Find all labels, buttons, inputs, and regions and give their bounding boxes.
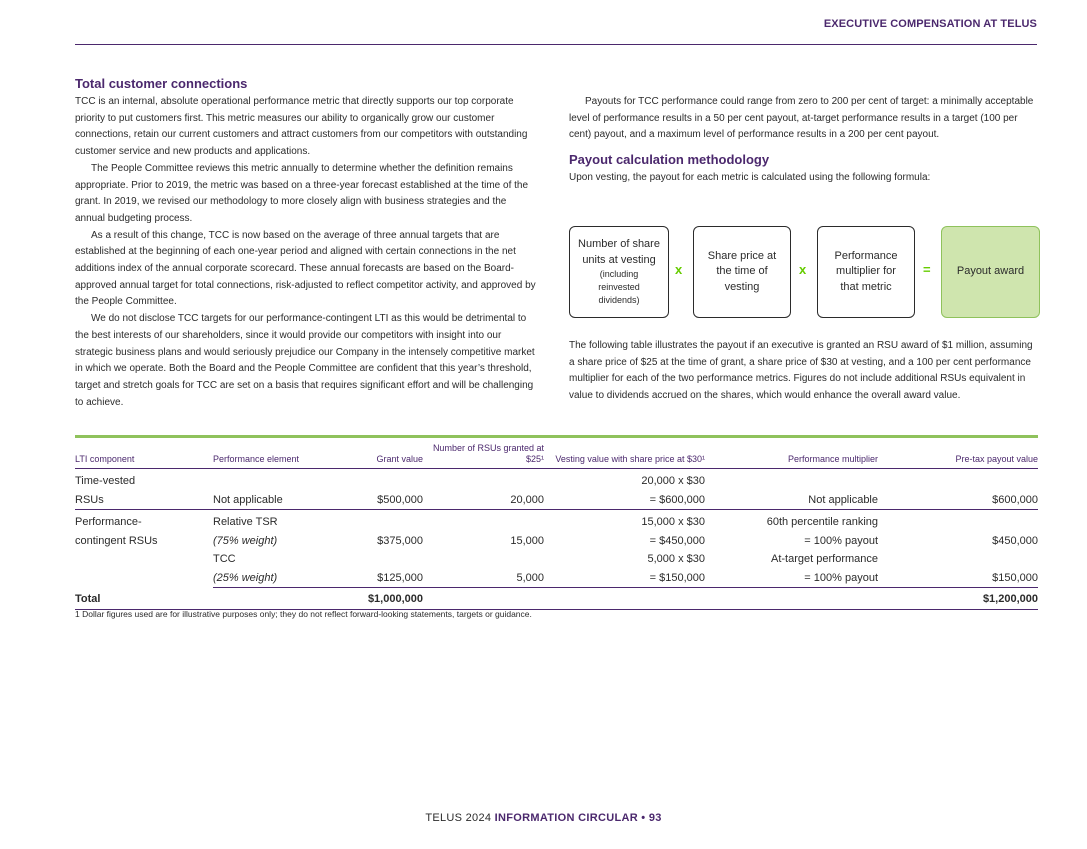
- cell-line: 5,000 x $30: [647, 553, 705, 565]
- right-column: [569, 94, 1039, 187]
- column-header: Grant value: [333, 441, 423, 469]
- table-cell: [705, 469, 878, 510]
- total-label: Total: [75, 588, 213, 610]
- cell-line: = $450,000: [649, 534, 705, 547]
- header-rule: [75, 44, 1037, 45]
- column-header: Vesting value with share price at $30¹: [544, 441, 705, 469]
- total-grant: $1,000,000: [333, 588, 423, 610]
- formula-box-label: Share price at the time of vesting: [707, 249, 777, 293]
- table-cell: [878, 550, 1038, 588]
- formula-box-multiplier: [817, 226, 915, 318]
- cell-line: $125,000: [377, 571, 423, 584]
- cell-line: (75% weight): [213, 534, 278, 547]
- formula-box-label: Payout award: [956, 265, 1025, 278]
- table-cell: [544, 469, 705, 510]
- table-total-row: [75, 588, 1038, 610]
- table-row: [75, 510, 1038, 551]
- column-header: Performance multiplier: [705, 441, 878, 469]
- cell-line: 60th percentile ranking: [766, 516, 878, 528]
- page-footer: [0, 812, 1087, 824]
- cell-line: 20,000 x $30: [641, 475, 705, 487]
- table-cell: [213, 510, 333, 551]
- total-payout: $1,200,000: [878, 588, 1038, 610]
- paragraph: The People Committee reviews this metric annually to determine whether the definition remains appropriate. Prior to 2019, the metric was based on a three-year forecast established at the time of the grant. In 2019, we revised our methodology to more closely align with business strategies and the annual budgeting process.: [75, 162, 529, 224]
- table-row: [75, 469, 1038, 510]
- formula-box-note: (including reinvested dividends): [598, 269, 640, 305]
- table-cell: [423, 550, 544, 588]
- paragraph: We do not disclose TCC targets for our performance-contingent LTI as this would be detrimental to the best interests of our shareholders, since it would provide our competitors with insight into our strategic business plans and would seriously prejudice our Company in the intensely competitive market in which we operate. Both the Board and the People Committee are confident that this year’s threshold, target and stretch goals for TCC are set on a basis that requires significant effort and will be challenging to achieve.: [75, 313, 535, 408]
- cell-line: Not applicable: [213, 493, 283, 506]
- cell-line: 5,000: [516, 571, 544, 584]
- cell-line: contingent RSUs: [75, 534, 158, 547]
- multiply-operator: x: [799, 262, 807, 277]
- cell-line: $500,000: [377, 493, 423, 506]
- column-header: LTI component: [75, 441, 213, 469]
- footnote: 1 Dollar figures used are for illustrative purposes only; they do not reflect forward-looking statements, targets or guidance.: [75, 609, 532, 619]
- footer-prefix: TELUS 2024: [425, 812, 495, 824]
- table-cell: [333, 469, 423, 510]
- cell-line: 15,000: [510, 534, 544, 547]
- cell-line: At-target performance: [771, 553, 878, 565]
- cell-line: 15,000 x $30: [641, 516, 705, 528]
- running-header: EXECUTIVE COMPENSATION AT TELUS: [823, 18, 1037, 30]
- table-cell: [423, 510, 544, 551]
- paragraph: The following table illustrates the payout if an executive is granted an RSU award of $1 million, assuming a share price of $25 at the time of grant, a share price of $30 at vesting, and a 100 per cent performance multiplier for each of the two performance metrics. Figures do not include additional RSUs equivalent in value to dividends accrued on the shares, which would enhance the overall award value.: [569, 340, 1033, 402]
- section-heading-tcc: Total customer connections: [75, 76, 248, 91]
- formula-box-share-units: [569, 226, 669, 318]
- table-cell: [878, 469, 1038, 510]
- cell-line: = 100% payout: [804, 571, 878, 584]
- formula-box-label: Performance multiplier for that metric: [834, 249, 898, 293]
- table-cell: [705, 588, 878, 610]
- cell-line: Relative TSR: [213, 516, 278, 528]
- table-cell: [75, 510, 213, 551]
- table-cell: [544, 550, 705, 588]
- table-top-rule: [75, 435, 1038, 438]
- formula-box-payout-award: [941, 226, 1040, 318]
- equals-operator: =: [923, 262, 931, 277]
- payout-illustration-table: [75, 441, 1038, 610]
- paragraph: Upon vesting, the payout for each metric is calculated using the following formula:: [569, 172, 931, 184]
- footer-separator: •: [637, 812, 649, 824]
- page-number: 93: [648, 812, 662, 824]
- cell-line: Performance-: [75, 516, 142, 528]
- paragraph: As a result of this change, TCC is now based on the average of three annual targets that are established at the beginning of each one-year period and aligned with certain connections in the net additions index of the annual corporate scorecard. These annual forecasts are based on the Board-approved annual target for total connections, risk-adjusted to reflect competitor activity, and approved by the People Committee.: [75, 229, 536, 308]
- formula-box-label: Number of share units at vesting: [578, 238, 660, 266]
- table-cell: [705, 550, 878, 588]
- column-header: Number of RSUs granted at $25¹: [423, 441, 544, 469]
- table-cell: [75, 550, 213, 588]
- payout-formula: [569, 226, 1041, 320]
- formula-box-share-price: [693, 226, 791, 318]
- section-heading-payout: Payout calculation methodology: [569, 152, 770, 168]
- cell-line: RSUs: [75, 493, 104, 506]
- table-cell: [423, 588, 544, 610]
- table-cell: [213, 550, 333, 588]
- cell-line: = $600,000: [649, 493, 705, 506]
- cell-line: = $150,000: [649, 571, 705, 584]
- table-cell: [213, 588, 333, 610]
- cell-line: $375,000: [377, 534, 423, 547]
- left-column: [75, 76, 537, 411]
- table-cell: [423, 469, 544, 510]
- table-row: [75, 550, 1038, 588]
- table-cell: [213, 469, 333, 510]
- cell-line: TCC: [213, 553, 236, 565]
- cell-line: Not applicable: [808, 493, 878, 506]
- cell-line: 20,000: [510, 493, 544, 506]
- footer-title: INFORMATION CIRCULAR: [494, 812, 638, 824]
- column-header: Pre-tax payout value: [878, 441, 1038, 469]
- right-column-lower: [569, 338, 1039, 405]
- multiply-operator: x: [675, 262, 683, 277]
- paragraph: Payouts for TCC performance could range from zero to 200 per cent of target: a minimally acceptable level of performance results in a 50 per cent payout, at-target performance results in a target (100 per cent) payout, and a maximum level of performance results in a 200 per cent payout.: [569, 96, 1034, 141]
- cell-line: $450,000: [992, 534, 1038, 547]
- table-header-row: [75, 441, 1038, 469]
- column-header: Performance element: [213, 441, 333, 469]
- cell-line: Time-vested: [75, 475, 136, 487]
- table-cell: [333, 510, 423, 551]
- cell-line: = 100% payout: [804, 534, 878, 547]
- cell-line: $600,000: [992, 493, 1038, 506]
- table-cell: [333, 550, 423, 588]
- table-cell: [705, 510, 878, 551]
- table-cell: [544, 588, 705, 610]
- table-cell: [544, 510, 705, 551]
- cell-line: (25% weight): [213, 571, 278, 584]
- cell-line: $150,000: [992, 571, 1038, 584]
- table-cell: [878, 510, 1038, 551]
- paragraph: TCC is an internal, absolute operational performance metric that directly supports our top corporate priority to put customers first. This metric measures our ability to organically grow our customer connections, retain our current customers and attract customers from our competitors with outstanding customer service and new products and applications.: [75, 96, 528, 158]
- table-cell: [75, 469, 213, 510]
